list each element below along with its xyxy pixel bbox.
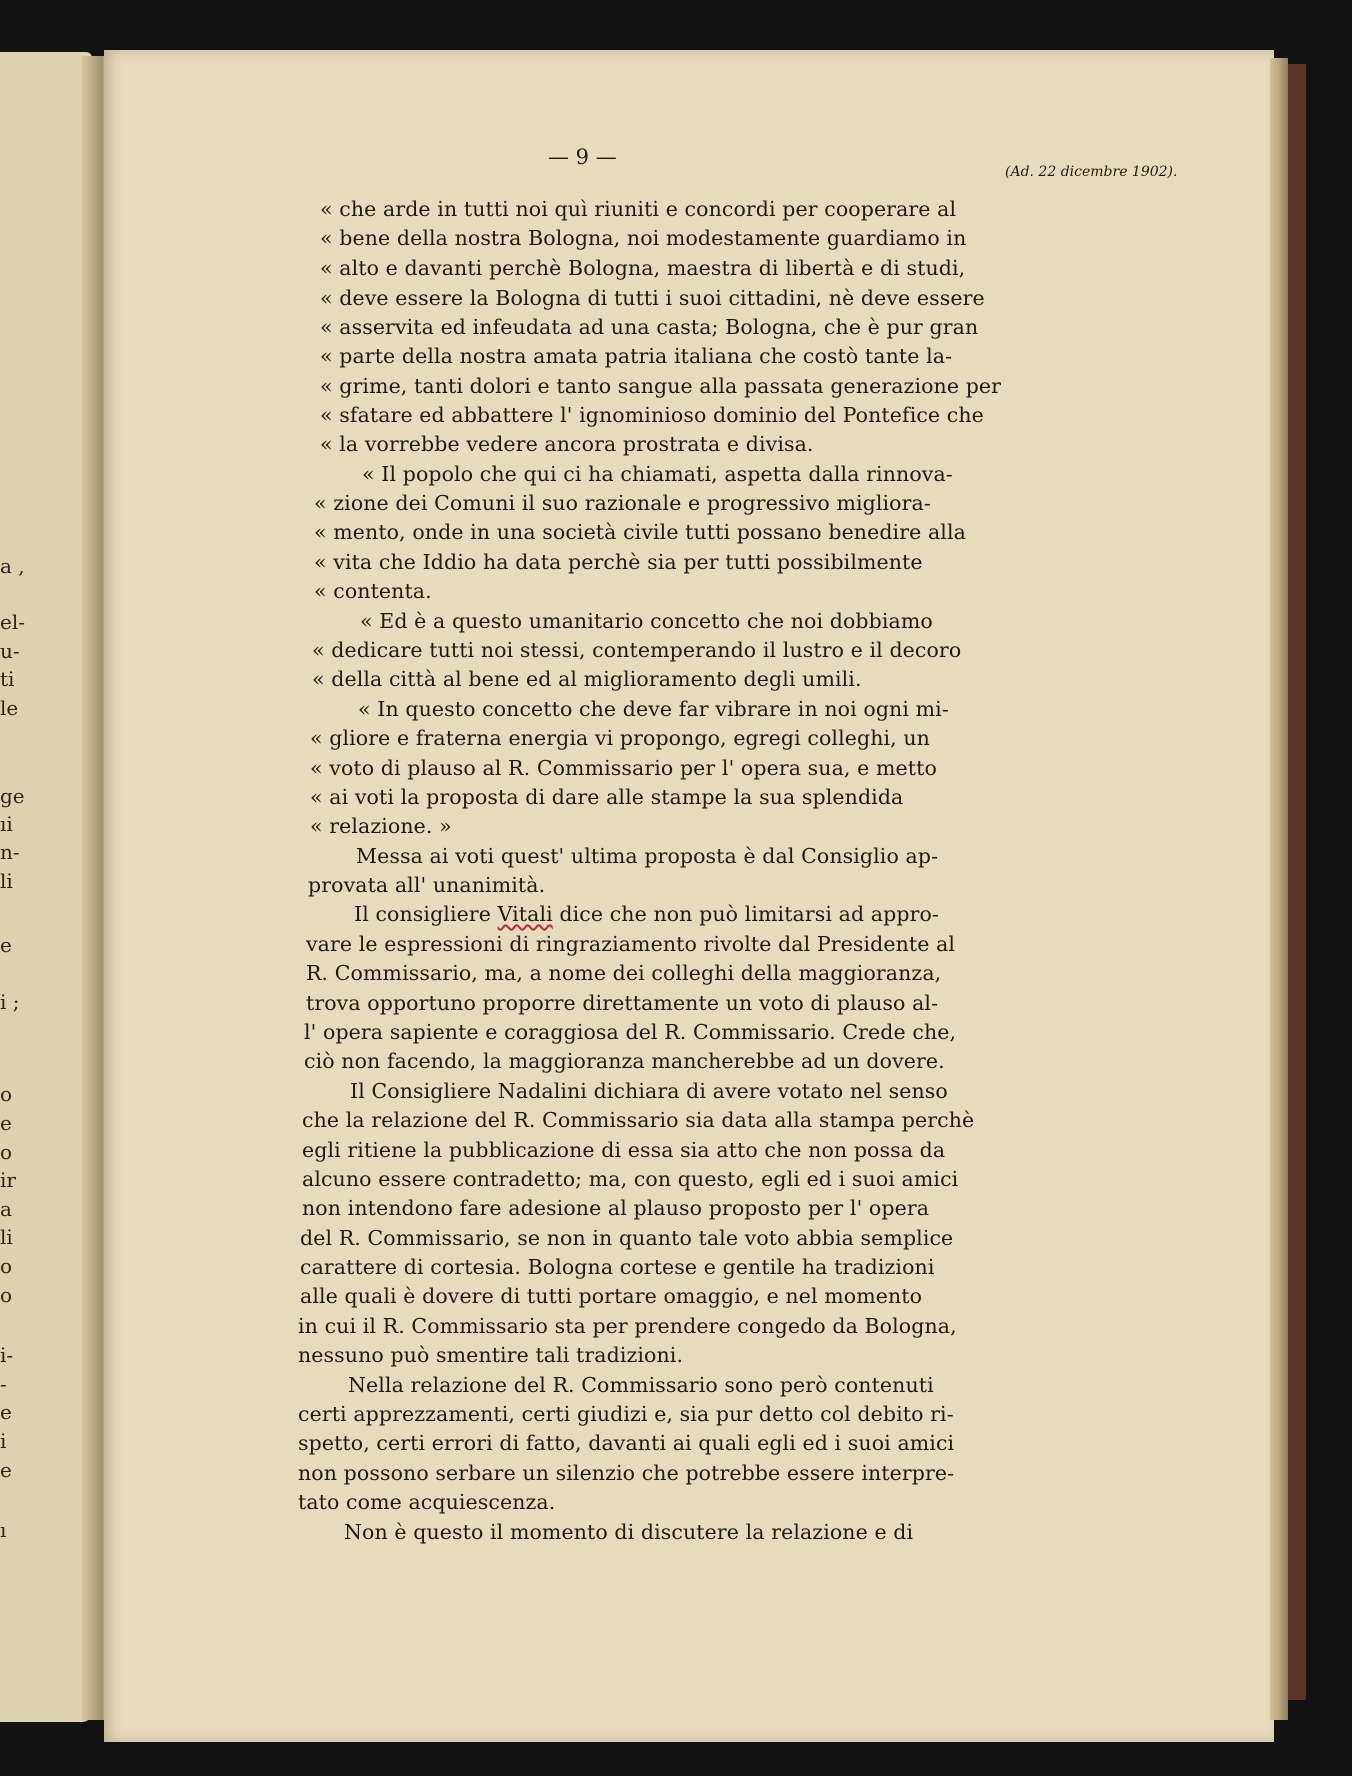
left-fragment: a , [0, 554, 25, 578]
text-line: carattere di cortesia. Bologna cortese e gentile ha tradizioni [300, 1255, 935, 1279]
text-line: « dedicare tutti noi stessi, contemperando il lustro e il decoro [312, 638, 962, 662]
text-line: « della città al bene ed al miglioramento degli umili. [312, 667, 862, 691]
text-line: « bene della nostra Bologna, noi modestamente guardiamo in [320, 226, 967, 250]
text-line: tato come acquiescenza. [298, 1490, 556, 1514]
left-fragment: o [0, 1140, 13, 1164]
text-line: « parte della nostra amata patria italiana che costò tante la- [320, 344, 953, 368]
text-line: « zione dei Comuni il suo razionale e progressivo migliora- [314, 491, 931, 515]
text-line: Il Consigliere Nadalini dichiara di avere votato nel senso [350, 1079, 948, 1103]
text-line: « asservita ed infeudata ad una casta; Bologna, che è pur gran [320, 315, 979, 339]
left-fragment: le [0, 696, 19, 720]
left-fragment: i [0, 1429, 7, 1453]
text-line: certi apprezzamenti, certi giudizi e, sia pur detto col debito ri- [298, 1402, 954, 1426]
left-fragment: ir [0, 1168, 16, 1192]
left-fragment: el- [0, 610, 25, 634]
text-line: vare le espressioni di ringraziamento rivolte dal Presidente al [306, 932, 956, 956]
text-line: ciò non facendo, la maggioranza mancherebbe ad un dovere. [304, 1049, 945, 1073]
text-line: che la relazione del R. Commissario sia data alla stampa perchè [302, 1108, 975, 1132]
page-number: — 9 — [548, 145, 617, 169]
text-line: « Ed è a questo umanitario concetto che noi dobbiamo [360, 609, 933, 633]
left-fragment: e [0, 933, 12, 957]
left-fragment: - [0, 1372, 7, 1396]
left-fragment: e [0, 1458, 12, 1482]
text-line: « gliore e fraterna energia vi propongo, egregi colleghi, un [310, 726, 930, 750]
text-line: non intendono fare adesione al plauso proposto per l' opera [302, 1196, 930, 1220]
left-fragment: o [0, 1283, 13, 1307]
text-line-vitali [354, 902, 939, 926]
text-line: nessuno può smentire tali tradizioni. [298, 1343, 684, 1367]
text-line: « Il popolo che qui ci ha chiamati, aspetta dalla rinnova- [362, 462, 953, 486]
text-line: « contenta. [314, 579, 432, 603]
left-fragment: ı [0, 1518, 7, 1542]
left-fragment: i- [0, 1343, 14, 1367]
left-fragment: ge [0, 784, 25, 808]
left-fragment: n- [0, 840, 20, 864]
text-line: egli ritiene la pubblicazione di essa sia atto che non possa da [302, 1138, 946, 1162]
text-line: provata all' unanimità. [308, 873, 546, 897]
text-line: « In questo concetto che deve far vibrare in noi ogni mi- [358, 697, 949, 721]
left-fragment: li [0, 869, 13, 893]
left-fragment: ti [0, 667, 15, 691]
left-fragment: li [0, 1225, 13, 1249]
text-line: « alto e davanti perchè Bologna, maestra di libertà e di studi, [320, 256, 966, 280]
left-fragment: u- [0, 639, 20, 663]
text-line: « la vorrebbe vedere ancora prostrata e divisa. [320, 432, 814, 456]
left-fragment: ıi [0, 812, 13, 836]
text-line: spetto, certi errori di fatto, davanti ai quali egli ed i suoi amici [298, 1431, 955, 1455]
text-line: del R. Commissario, se non in quanto tale voto abbia semplice [300, 1226, 954, 1250]
text-line: Non è questo il momento di discutere la relazione e di [344, 1520, 914, 1544]
text-line: R. Commissario, ma, a nome dei colleghi della maggioranza, [306, 961, 942, 985]
text-line: Nella relazione del R. Commissario sono però contenuti [348, 1373, 934, 1397]
text-line: in cui il R. Commissario sta per prendere congedo da Bologna, [298, 1314, 957, 1338]
text-line: trova opportuno proporre direttamente un voto di plauso al- [306, 991, 939, 1015]
text-line: « vita che Iddio ha data perchè sia per tutti possibilmente [314, 550, 923, 574]
running-head-date: (Ad. 22 dicembre 1902). [1005, 164, 1178, 180]
text-line: alcuno essere contradetto; ma, con questo, egli ed i suoi amici [302, 1167, 959, 1191]
marked-name-vitali: Vitali [497, 902, 553, 926]
text-line: « voto di plauso al R. Commissario per l' opera sua, e metto [310, 756, 937, 780]
text-line: « sfatare ed abbattere l' ignominioso dominio del Pontefice che [320, 403, 984, 427]
left-fragment: o [0, 1254, 13, 1278]
text-line: « che arde in tutti noi quì riuniti e concordi per cooperare al [320, 197, 957, 221]
text-line: Messa ai voti quest' ultima proposta è dal Consiglio ap- [356, 844, 939, 868]
text-line: « deve essere la Bologna di tutti i suoi cittadini, nè deve essere [320, 286, 985, 310]
left-fragment: e [0, 1111, 12, 1135]
text-line: « relazione. » [310, 814, 452, 838]
text-line: Il consigliere Vitali dice che non può limitarsi ad appro- [354, 902, 939, 926]
text-line: « grime, tanti dolori e tanto sangue alla passata generazione per [320, 374, 1002, 398]
text-line: l' opera sapiente e coraggiosa del R. Commissario. Crede che, [304, 1020, 957, 1044]
text-line: « mento, onde in una società civile tutti possano benedire alla [314, 520, 966, 544]
left-fragment: a [0, 1197, 12, 1221]
left-fragment: o [0, 1082, 13, 1106]
text-line: non possono serbare un silenzio che potrebbe essere interpre- [298, 1461, 955, 1485]
text-line: alle quali è dovere di tutti portare omaggio, e nel momento [300, 1284, 923, 1308]
left-fragment: i ; [0, 990, 20, 1014]
left-fragment: e [0, 1400, 12, 1424]
text-line: « ai voti la proposta di dare alle stampe la sua splendida [310, 785, 904, 809]
